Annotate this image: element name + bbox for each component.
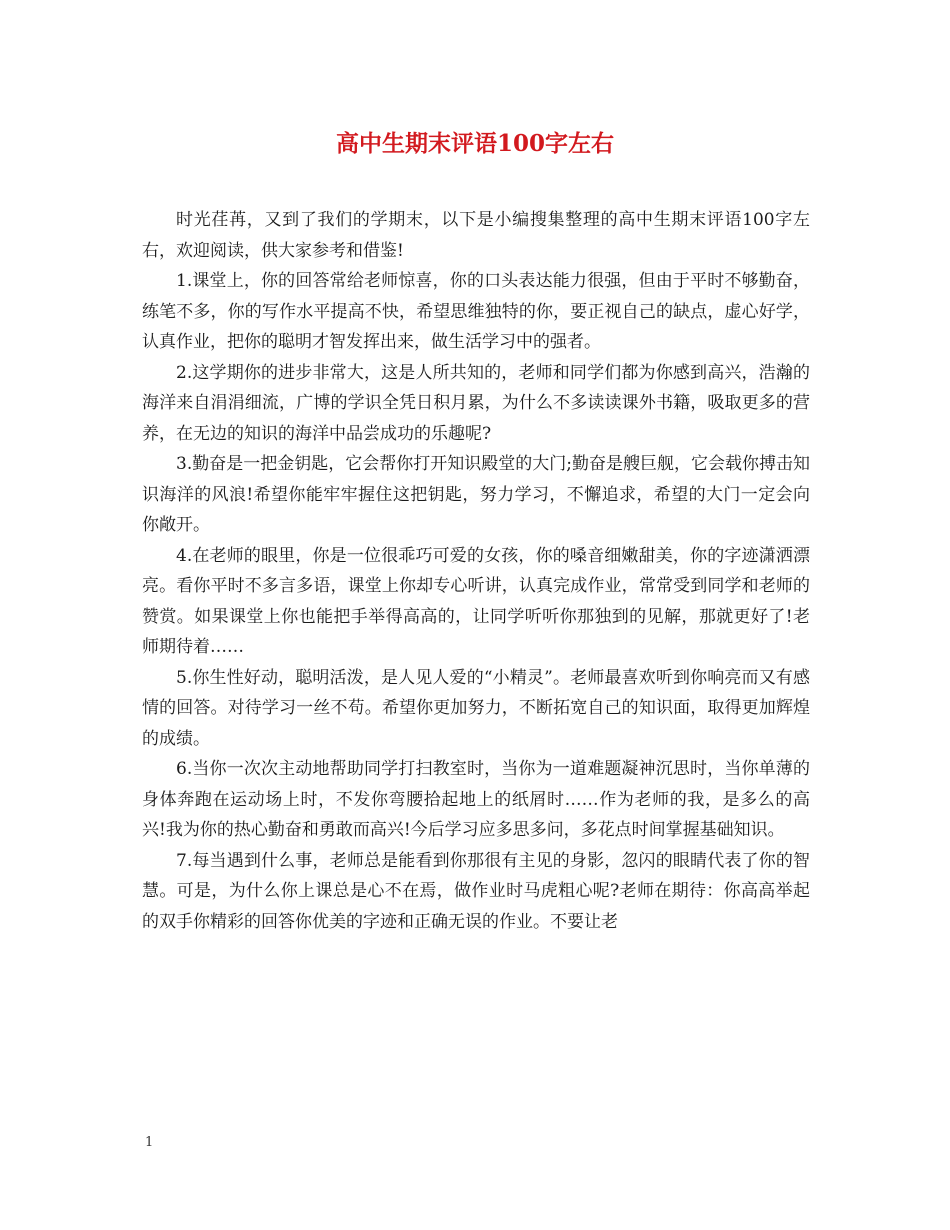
intro-paragraph: 时光荏苒，又到了我们的学期末，以下是小编搜集整理的高中生期末评语100字左右，欢迎阅读，供大家参考和借鉴! — [142, 210, 810, 261]
page-number: 1 — [145, 1135, 154, 1150]
document-title: 高中生期末评语100字左右 — [335, 130, 614, 157]
comment-paragraph-4: 4.在老师的眼里，你是一位很乖巧可爱的女孩，你的嗓音细嫩甜美，你的字迹潇洒漂亮。看你平时不多言多语，课堂上你却专心听讲，认真完成作业，常常受到同学和老师的赞赏。如果课堂上你也能把手举得高高的，让同学听听你那独到的见解，那就更好了!老师期待着…… — [142, 545, 810, 657]
comment-paragraph-2: 2.这学期你的进步非常大，这是人所共知的，老师和同学们都为你感到高兴，浩瀚的海洋来自涓涓细流，广博的学识全凭日积月累，为什么不多读读课外书籍，吸取更多的营养，在无边的知识的海洋中品尝成功的乐趣呢? — [142, 362, 810, 444]
comment-paragraph-6: 6.当你一次次主动地帮助同学打扫教室时，当你为一道难题凝神沉思时，当你单薄的身体奔跑在运动场上时，不发你弯腰拾起地上的纸屑时……作为老师的我，是多么的高兴!我为你的热心勤奋和勇敢而高兴!今后学习应多思多问，多花点时间掌握基础知识。 — [142, 759, 810, 840]
comment-paragraph-1: 1.课堂上，你的回答常给老师惊喜，你的口头表达能力很强，但由于平时不够勤奋，练笔不多，你的写作水平提高不快，希望思维独特的你，要正视自己的缺点，虚心好学，认真作业，把你的聪明才智发挥出来，做生活学习中的强者。 — [142, 271, 810, 352]
document-body — [142, 205, 810, 937]
comment-paragraph-3: 3.勤奋是一把金钥匙，它会帮你打开知识殿堂的大门;勤奋是艘巨舰，它会载你搏击知识海洋的风浪!希望你能牢牢握住这把钥匙，努力学习，不懈追求，希望的大门一定会向你敞开。 — [142, 454, 810, 535]
comment-paragraph-7: 7.每当遇到什么事，老师总是能看到你那很有主见的身影，忽闪的眼睛代表了你的智慧。可是，为什么你上课总是心不在焉，做作业时马虎粗心呢?老师在期待：你高高举起的双手你精彩的回答你优美的字迹和正确无误的作业。不要让老 — [142, 850, 810, 932]
comment-paragraph-5: 5.你生性好动，聪明活泼，是人见人爱的“小精灵”。老师最喜欢听到你响亮而又有感情的回答。对待学习一丝不苟。希望你更加努力，不断拓宽自己的知识面，取得更加辉煌的成绩。 — [142, 667, 810, 749]
